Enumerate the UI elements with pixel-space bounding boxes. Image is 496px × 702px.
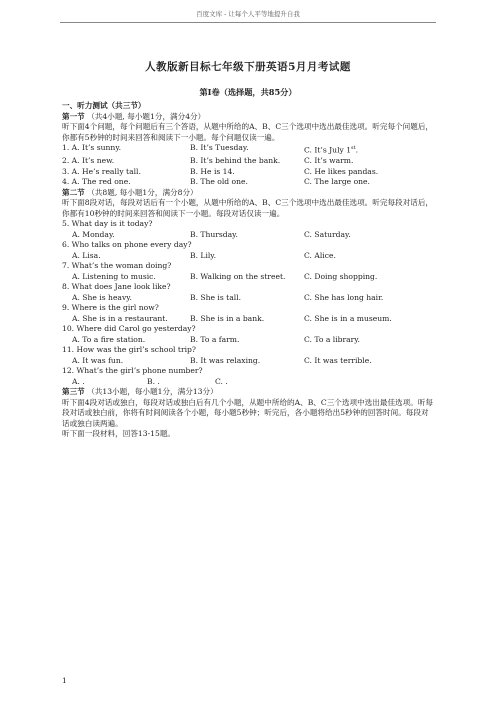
option-a: 3. A. He’s really tall. xyxy=(62,166,141,176)
option-b: B. . xyxy=(147,376,160,386)
section2-note: （共8题, 每小题1分，满分8分） xyxy=(87,187,198,197)
question-text: 7. What’s the woman doing? xyxy=(62,261,172,271)
option-c: C. . xyxy=(215,376,228,386)
option-a: A. Monday. xyxy=(72,229,115,239)
option-c: C. Alice. xyxy=(304,250,336,260)
option-a: A. Lisa. xyxy=(72,250,101,260)
option-a: A. To a fire station. xyxy=(72,334,146,344)
option-b: B. Walking on the street. xyxy=(190,271,286,281)
option-a: A. Listening to music. xyxy=(72,271,156,281)
question-text: 12. What’s the girl’s phone number? xyxy=(62,366,203,376)
option-b: B. Thursday. xyxy=(190,229,238,239)
options-row xyxy=(62,272,434,283)
option-c: C. She is in a museum. xyxy=(304,313,392,323)
option-b: B. To a farm. xyxy=(190,334,240,344)
option-a: 4. A. The red one. xyxy=(62,177,131,187)
question-text: 5. What day is it today? xyxy=(62,219,153,229)
section3-note: （共13小题，每小题1分，满分13分） xyxy=(87,387,218,397)
option-c: C. It was terrible. xyxy=(304,355,372,365)
part-heading: 第I卷（选择题，共85分） xyxy=(199,86,297,97)
listening-heading: 一、听力测试（共三节） xyxy=(62,101,146,110)
option-b: B. It’s Tuesday. xyxy=(190,143,249,152)
options-row xyxy=(62,377,434,388)
option-b: B. Lily. xyxy=(190,250,217,260)
question-text: 11. How was the girl’s school trip? xyxy=(62,345,196,355)
section1-instructions: 听下面4个问题，每个问题后有三个答语，从题中所给的A、B、C三个选项中选出最佳选项。听完每个问题后，你都有5秒钟的时间来回答和阅读下一小题。每个问题仅读一遍。 xyxy=(62,122,434,142)
option-b: B. She is in a bank. xyxy=(190,313,265,323)
option-c: C. To a library. xyxy=(304,334,360,344)
option-b: B. It was relaxing. xyxy=(190,355,261,365)
options-row xyxy=(62,314,434,325)
question-row xyxy=(62,143,434,156)
section1-heading xyxy=(62,112,434,123)
question-row xyxy=(62,177,434,188)
option-c: C. She has long hair. xyxy=(304,292,384,302)
option-a: 2. A. It’s new. xyxy=(62,156,115,166)
option-c: C. Doing shopping. xyxy=(304,271,378,281)
option-b: B. It’s behind the bank. xyxy=(190,156,281,166)
page-header: 百度文库 - 让每个人平等地提升自我 xyxy=(196,10,300,18)
options-row xyxy=(62,293,434,304)
option-c: C. Saturday. xyxy=(304,229,351,239)
option-a: A. She is heavy. xyxy=(72,292,132,302)
option-a: A. . xyxy=(72,376,85,386)
option-a: A. She is in a restaurant. xyxy=(72,313,168,323)
header-divider xyxy=(60,22,436,23)
options-row xyxy=(62,251,434,262)
options-row xyxy=(62,230,434,241)
option-a: A. It was fun. xyxy=(72,355,124,365)
section2-label: 第二节 xyxy=(62,187,85,197)
option-c: C. The large one. xyxy=(304,177,370,187)
section3-heading xyxy=(62,387,434,398)
section2-heading xyxy=(62,188,434,199)
question-row xyxy=(62,156,434,167)
options-row xyxy=(62,335,434,346)
document-body xyxy=(62,62,434,440)
section2-instructions: 听下面8段对话，每段对话后有一个小题，从题中所给的A、B、C三个选项中选出最佳选项。听完每段对话后，你都有10秒钟的时间来回答和阅读下一小题。每段对话仅读一遍。 xyxy=(62,198,434,218)
question-text: 9. Where is the girl now? xyxy=(62,303,159,313)
document-title: 人教版新目标七年级下册英语5月月考试题 xyxy=(145,61,351,73)
option-b: B. The old one. xyxy=(190,177,248,187)
question-text: 6. Who talks on phone every day? xyxy=(62,240,192,250)
section3-instructions: 听下面4段对话或独白，每段对话或独白后有几个小题，从题中所给的A、B、C三个选项中选出最佳选项。听每段对话或独白前，你将有时间阅读各个小题，每小题5秒钟；听完后，各小题将给出5秒钟的回答时间。每段对话或独白读两遍。 xyxy=(62,397,434,428)
section3-label: 第三节 xyxy=(62,387,85,397)
section1-label: 第一节 xyxy=(62,111,85,121)
question-row xyxy=(62,167,434,178)
section3-lead: 听下面一段材料，回答13-15题。 xyxy=(62,429,176,439)
option-b: B. She is tall. xyxy=(190,292,241,302)
question-text: 10. Where did Carol go yesterday? xyxy=(62,324,196,334)
option-c: C. It’s July 1st. xyxy=(304,145,359,155)
question-text: 8. What does Jane look like? xyxy=(62,282,171,292)
page-number: 1 xyxy=(62,676,67,685)
option-c: C. He likes pandas. xyxy=(304,166,379,176)
options-row xyxy=(62,356,434,367)
option-c: C. It’s warm. xyxy=(304,156,354,166)
section1-note: （共4小题, 每小题1分，满分4分） xyxy=(87,111,206,121)
option-b: B. He is 14. xyxy=(190,166,235,176)
option-a: 1. A. It’s sunny. xyxy=(62,143,122,152)
